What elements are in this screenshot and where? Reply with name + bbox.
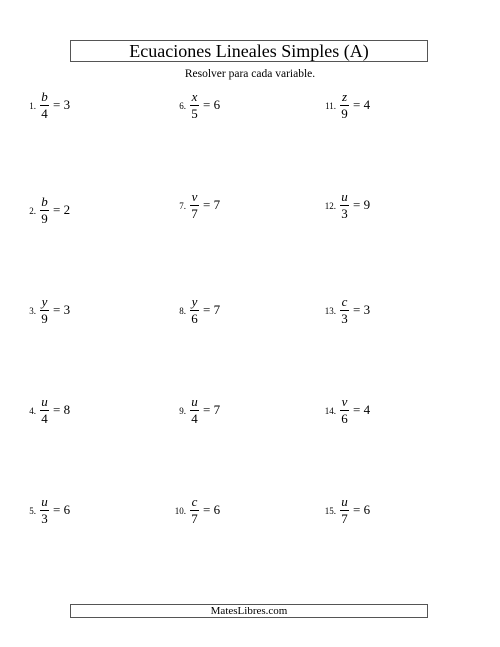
equation-rhs: = 3	[353, 302, 371, 317]
worksheet-title: Ecuaciones Lineales Simples (A)	[70, 40, 428, 62]
equation-rhs: = 7	[203, 197, 221, 212]
fraction-denominator: 4	[41, 410, 48, 426]
equation-rhs: = 7	[203, 402, 221, 417]
equation-rhs: = 6	[203, 502, 221, 517]
problem-12	[320, 188, 370, 222]
problem-number: 6.	[179, 101, 186, 111]
problem-number: 13.	[324, 306, 336, 316]
fraction	[190, 495, 199, 526]
fraction	[340, 190, 349, 221]
fraction-denominator: 7	[341, 510, 348, 526]
problem-6	[170, 88, 220, 122]
fraction-numerator: v	[341, 393, 348, 409]
fraction-numerator: u	[341, 188, 348, 204]
problem-15	[320, 493, 370, 527]
fraction-denominator: 4	[41, 105, 48, 121]
footer-site-name: MatesLibres.com	[70, 604, 428, 618]
problem-number: 11.	[325, 101, 336, 111]
fraction-denominator: 9	[341, 105, 348, 121]
fraction-denominator: 6	[341, 410, 348, 426]
equation-rhs: = 9	[353, 197, 371, 212]
problem-8	[170, 293, 220, 327]
fraction-numerator: c	[191, 493, 198, 509]
fraction	[190, 90, 199, 121]
problem-2	[20, 193, 70, 227]
problem-number: 8.	[179, 306, 186, 316]
problem-number: 12.	[324, 201, 336, 211]
equation-rhs: = 2	[53, 202, 71, 217]
fraction	[340, 295, 349, 326]
fraction-denominator: 9	[41, 210, 48, 226]
fraction-numerator: y	[191, 293, 198, 309]
fraction	[40, 395, 49, 426]
fraction-denominator: 3	[341, 205, 348, 221]
problem-number: 10.	[174, 506, 186, 516]
fraction	[190, 190, 199, 221]
fraction-numerator: z	[341, 88, 348, 104]
problem-1	[20, 88, 70, 122]
fraction-numerator: v	[191, 188, 198, 204]
equation-rhs: = 3	[53, 97, 71, 112]
problem-5	[20, 493, 70, 527]
problem-13	[320, 293, 370, 327]
fraction	[340, 90, 349, 121]
fraction	[40, 195, 49, 226]
equation-rhs: = 4	[353, 402, 371, 417]
fraction	[40, 295, 49, 326]
fraction-numerator: y	[41, 293, 48, 309]
equation-rhs: = 6	[353, 502, 371, 517]
problem-number: 7.	[179, 201, 186, 211]
fraction-denominator: 7	[191, 205, 198, 221]
fraction	[340, 395, 349, 426]
problem-11	[320, 88, 370, 122]
equation-rhs: = 4	[353, 97, 371, 112]
problem-number: 9.	[179, 406, 186, 416]
problem-10	[170, 493, 220, 527]
problem-number: 15.	[324, 506, 336, 516]
problem-4	[20, 393, 70, 427]
fraction	[340, 495, 349, 526]
fraction-denominator: 5	[191, 105, 198, 121]
fraction	[190, 395, 199, 426]
fraction-numerator: u	[41, 393, 48, 409]
fraction-numerator: u	[341, 493, 348, 509]
instructions: Resolver para cada variable.	[184, 68, 316, 80]
fraction	[40, 495, 49, 526]
fraction-numerator: c	[341, 293, 348, 309]
problem-3	[20, 293, 70, 327]
problem-number: 2.	[29, 206, 36, 216]
fraction	[40, 90, 49, 121]
problem-number: 5.	[29, 506, 36, 516]
equation-rhs: = 6	[203, 97, 221, 112]
equation-rhs: = 6	[53, 502, 71, 517]
fraction-numerator: b	[41, 88, 48, 104]
fraction-denominator: 6	[191, 310, 198, 326]
equation-rhs: = 8	[53, 402, 71, 417]
fraction-denominator: 4	[191, 410, 198, 426]
problem-7	[170, 188, 220, 222]
fraction-denominator: 9	[41, 310, 48, 326]
fraction-denominator: 7	[191, 510, 198, 526]
problem-number: 1.	[29, 101, 36, 111]
fraction-numerator: x	[191, 88, 198, 104]
fraction-denominator: 3	[41, 510, 48, 526]
fraction-denominator: 3	[341, 310, 348, 326]
fraction-numerator: u	[191, 393, 198, 409]
problem-number: 4.	[29, 406, 36, 416]
fraction-numerator: u	[41, 493, 48, 509]
equation-rhs: = 3	[53, 302, 71, 317]
problem-9	[170, 393, 220, 427]
problem-number: 3.	[29, 306, 36, 316]
fraction	[190, 295, 199, 326]
fraction-numerator: b	[41, 193, 48, 209]
equation-rhs: = 7	[203, 302, 221, 317]
problem-number: 14.	[324, 406, 336, 416]
problem-14	[320, 393, 370, 427]
